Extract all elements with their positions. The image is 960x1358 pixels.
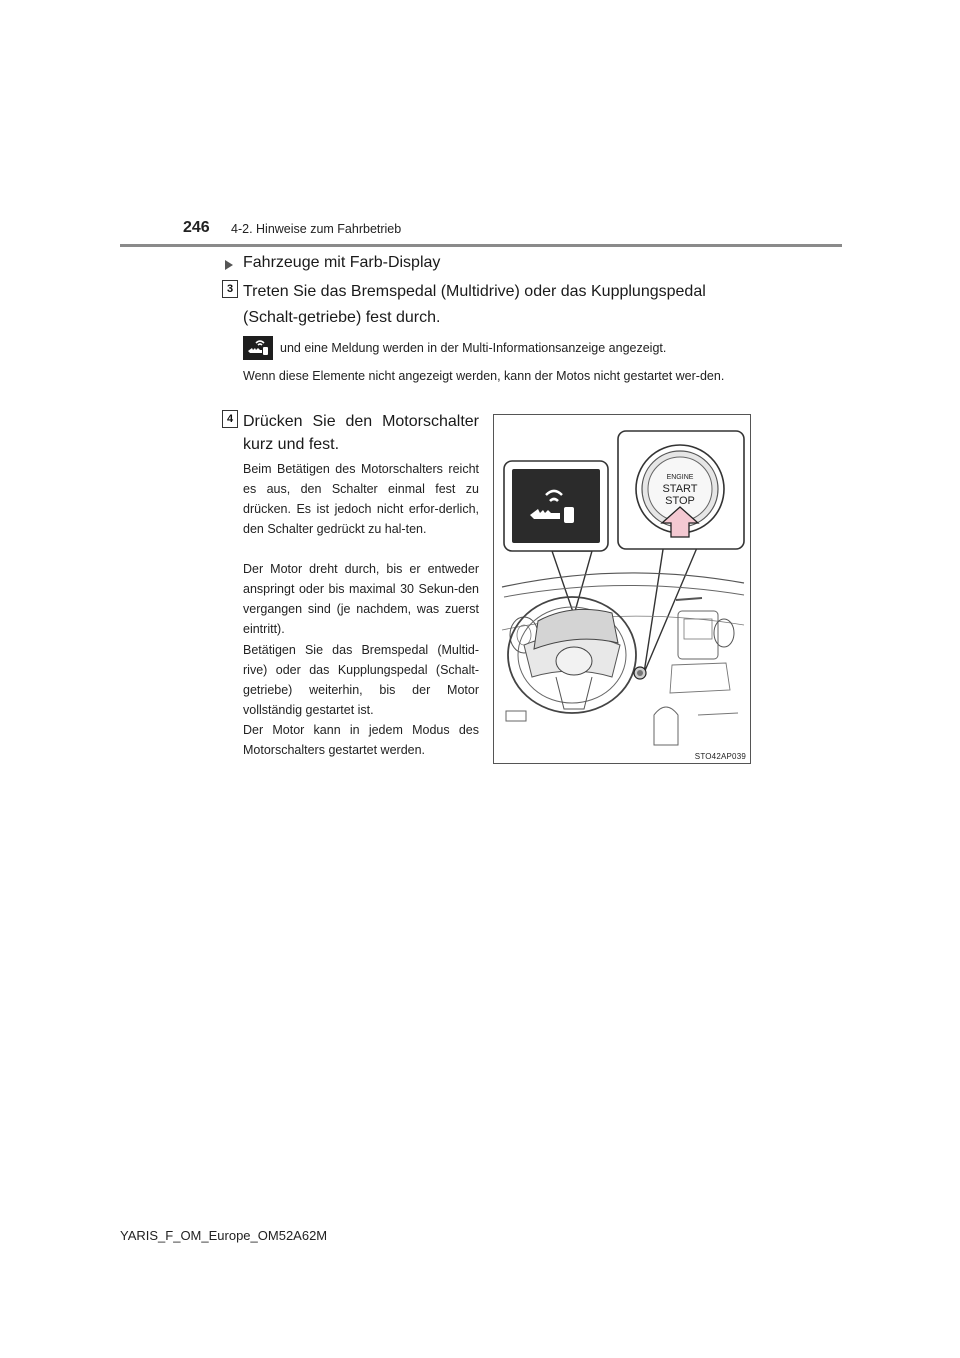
message-line: und eine Meldung werden in der Multi-Informationsanzeige angezeigt. xyxy=(280,341,667,355)
bullet-arrow-icon xyxy=(225,260,233,270)
paragraph-keep-pedal: Betätigen Sie das Bremspedal (Multid-rive) oder das Kupplungspedal (Schalt-getriebe) weiterhin, bis der Motor vollständig gestartet ist. xyxy=(243,643,479,717)
button-label-engine: ENGINE xyxy=(666,474,694,481)
button-label-start: START xyxy=(662,483,698,495)
subheading: Fahrzeuge mit Farb-Display xyxy=(243,254,441,271)
header-divider xyxy=(120,244,842,247)
button-label-stop: STOP xyxy=(665,495,695,507)
step-3-text: Treten Sie das Bremspedal (Multidrive) oder das Kupplungspedal (Schalt-getriebe) fest durch. xyxy=(243,283,706,326)
figure-code: STO42AP039 xyxy=(694,752,746,761)
paragraph-press-once: Beim Betätigen des Motorschalters reicht es aus, den Schalter einmal fest zu drücken. Es ist jedoch nicht erfor-derlich, den Schalter gedrückt zu hal-ten. xyxy=(243,462,479,536)
paragraph-any-mode: Der Motor kann in jedem Modus des Motorschalters gestartet werden. xyxy=(243,723,479,757)
footer-document-id: YARIS_F_OM_Europe_OM52A62M xyxy=(120,1228,328,1243)
step-4-text: Drücken Sie den Motorschalter kurz und fest. xyxy=(243,413,479,453)
step-number-3: 3 xyxy=(222,280,238,298)
dashboard-illustration xyxy=(493,414,751,764)
dashboard-drawing xyxy=(494,415,750,763)
key-wireless-icon xyxy=(243,336,273,360)
page-number: 246 xyxy=(183,219,210,236)
step-number-4: 4 xyxy=(222,410,238,428)
section-title: 4-2. Hinweise zum Fahrbetrieb xyxy=(231,222,402,236)
note-text: Wenn diese Elemente nicht angezeigt werden, kann der Motos nicht gestartet wer-den. xyxy=(243,369,725,383)
paragraph-cranking: Der Motor dreht durch, bis er entweder anspringt oder bis maximal 30 Sekun-den vergangen sind (je nachdem, was zuerst eintritt). xyxy=(243,562,479,636)
